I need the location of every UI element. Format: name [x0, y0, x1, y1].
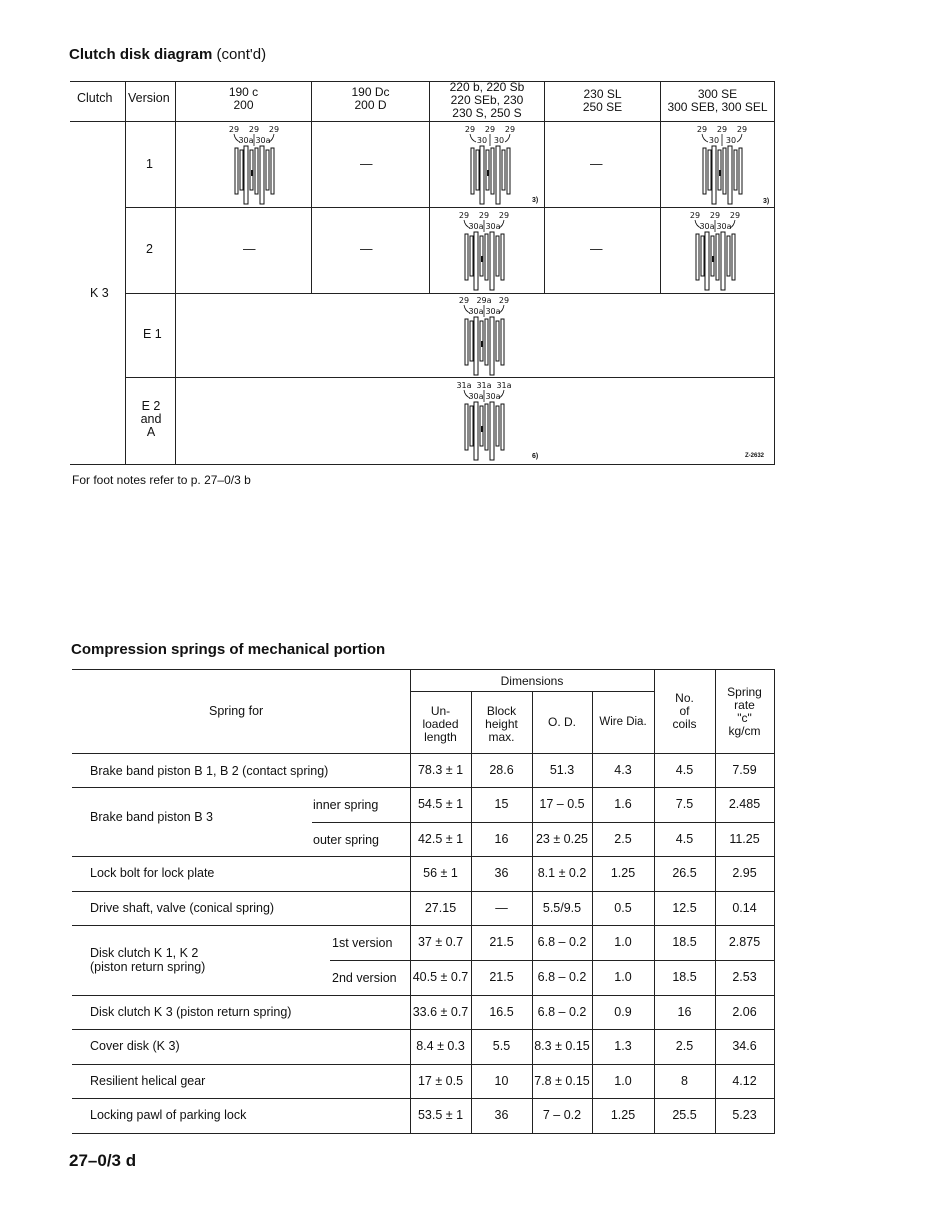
cell-od-1: 17 – 0.5	[539, 797, 585, 811]
header-version: Version	[128, 91, 170, 105]
cell-wire-7: 0.9	[614, 1005, 632, 1019]
plate-4	[485, 319, 488, 365]
plate-5	[728, 146, 732, 204]
cell-wire-8: 1.3	[614, 1039, 632, 1053]
label-top-2: 29	[504, 125, 516, 134]
header-col3: 220 b, 220 Sb 220 SEb, 230 230 S, 250 S	[449, 80, 525, 120]
row-label-b3: Brake band piston B 3	[90, 810, 213, 824]
label-mid-0: 30a	[468, 222, 484, 231]
label-top-1: 29	[716, 125, 728, 134]
label-top-1: 29a	[476, 296, 492, 305]
cell-coils-8: 2.5	[675, 1039, 694, 1053]
plate-2	[474, 317, 478, 375]
label-top-0: 29	[458, 211, 470, 220]
cell-block-7: 16.5	[489, 1005, 514, 1019]
plate-7	[501, 404, 504, 450]
cell-block-6: 21.5	[489, 970, 514, 984]
row-label-k3: Disk clutch K 3 (piston return spring)	[90, 1005, 292, 1019]
plate-7	[271, 148, 274, 194]
cell-rate-2: 11.25	[729, 832, 760, 846]
spring-mark	[712, 256, 714, 262]
spring-mark	[481, 426, 483, 432]
spring-mark	[481, 341, 483, 347]
plate-5	[490, 317, 494, 375]
plate-2	[474, 402, 478, 460]
leader-r	[505, 134, 510, 142]
leader-l	[470, 134, 476, 142]
version-2: 2	[146, 242, 153, 256]
plate-2	[474, 232, 478, 290]
row-sub-inner: inner spring	[313, 798, 379, 812]
cell-unloaded-4: 27.15	[424, 901, 457, 915]
cell-wire-1: 1.6	[614, 797, 632, 811]
cell-rate-9: 4.12	[732, 1074, 757, 1088]
cell-od-0: 51.3	[549, 763, 575, 777]
cell-wire-9: 1.0	[614, 1074, 632, 1088]
spring-mark	[487, 170, 489, 176]
spring-mark	[251, 170, 253, 176]
header-col2: 190 Dc 200 D	[351, 85, 390, 112]
cell-wire-6: 1.0	[614, 970, 632, 984]
label-mid-1: 30	[725, 136, 737, 145]
cell-coils-3: 26.5	[672, 866, 697, 880]
cell-block-10: 36	[494, 1108, 509, 1122]
label-mid-1: 30	[493, 136, 505, 145]
cell-rate-4: 0.14	[732, 901, 757, 915]
cell-block-3: 36	[494, 866, 509, 880]
plate-1	[470, 321, 473, 361]
plate-5	[490, 232, 494, 290]
cell-wire-4: 0.5	[614, 901, 632, 915]
header-clutch: Clutch	[77, 91, 113, 105]
cell-coils-6: 18.5	[672, 970, 697, 984]
cell-unloaded-9: 17 ± 0.5	[417, 1074, 464, 1088]
plate-0	[465, 319, 468, 365]
cell-unloaded-8: 8.4 ± 0.3	[416, 1039, 465, 1053]
label-mid-0: 30a	[238, 136, 254, 145]
cell-block-0: 28.6	[489, 763, 514, 777]
plate-6	[734, 150, 737, 190]
plate-6	[496, 321, 499, 361]
plate-1	[470, 406, 473, 446]
footnote: For foot notes refer to p. 27–0/3 b	[72, 473, 251, 487]
header-block: Block height max.	[485, 704, 518, 744]
header-wire: Wire Dia.	[599, 716, 647, 728]
cell-od-2: 23 ± 0.25	[535, 832, 589, 846]
label-top-0: 29	[458, 296, 470, 305]
version-e1: E 1	[143, 327, 162, 341]
cell-unloaded-3: 56 ± 1	[423, 866, 458, 880]
cell-block-5: 21.5	[489, 935, 514, 949]
plate-7	[507, 148, 510, 194]
label-top-0: 29	[464, 125, 476, 134]
label-top-2: 29	[498, 211, 510, 220]
plate-6	[502, 150, 505, 190]
cell-wire-2: 2.5	[614, 832, 632, 846]
row-label-b1b2: Brake band piston B 1, B 2 (contact spring)	[90, 764, 329, 778]
cell-od-5: 6.8 – 0.2	[537, 935, 587, 949]
cell-unloaded-7: 33.6 ± 0.7	[412, 1005, 469, 1019]
plate-7	[501, 319, 504, 365]
label-mid-1: 30a	[485, 392, 501, 401]
cell-coils-7: 16	[677, 1005, 692, 1019]
clutch-diagram-e1	[450, 295, 520, 377]
label-top-2: 31a	[496, 381, 512, 390]
cell-block-4: —	[495, 901, 508, 915]
clutch-diagram-r1-c3	[456, 124, 526, 206]
cell-rate-10: 5.23	[732, 1108, 757, 1122]
cell-wire-5: 1.0	[614, 935, 632, 949]
cell-od-3: 8.1 ± 0.2	[537, 866, 587, 880]
plate-1	[701, 236, 704, 276]
plate-1	[708, 150, 711, 190]
cell-rate-1: 2.485	[728, 797, 761, 811]
cell-rate-3: 2.95	[732, 866, 757, 880]
header-coils: No. of coils	[672, 691, 697, 731]
cell-coils-1: 7.5	[675, 797, 694, 811]
plate-7	[732, 234, 735, 280]
header-dimensions: Dimensions	[500, 674, 564, 688]
clutch-diagram-e2	[450, 380, 520, 462]
leader-l	[702, 134, 708, 142]
cell-coils-2: 4.5	[675, 832, 694, 846]
figure-id: Z-2632	[745, 453, 765, 459]
row-sub-1st: 1st version	[332, 936, 393, 950]
label-top-1: 29	[478, 211, 490, 220]
clutch-diagram-r2-c3	[450, 210, 520, 292]
plate-4	[491, 148, 494, 194]
label-top-2: 29	[736, 125, 748, 134]
cell-unloaded-5: 37 ± 0.7	[417, 935, 464, 949]
header-od: O. D.	[547, 715, 576, 729]
plate-7	[501, 234, 504, 280]
header-col4: 230 SL 250 SE	[582, 87, 623, 114]
row-label-pawl: Locking pawl of parking lock	[90, 1108, 247, 1122]
spring-mark	[719, 170, 721, 176]
cell-block-2: 16	[494, 832, 509, 846]
plate-5	[490, 402, 494, 460]
cell-coils-0: 4.5	[675, 763, 694, 777]
header-unloaded: Un- loaded length	[422, 704, 459, 744]
plate-2	[244, 146, 248, 204]
header-spring-for: Spring for	[209, 704, 264, 718]
plate-4	[485, 404, 488, 450]
row-sub-outer: outer spring	[313, 833, 380, 847]
plate-0	[703, 148, 706, 194]
dash-r1-c4: —	[590, 157, 603, 171]
row-label-k1k2: Disk clutch K 1, K 2 (piston return spring)	[90, 946, 206, 974]
plate-0	[465, 234, 468, 280]
version-e2: E 2 and A	[140, 399, 162, 439]
cell-unloaded-10: 53.5 ± 1	[417, 1108, 464, 1122]
cell-unloaded-6: 40.5 ± 0.7	[412, 970, 469, 984]
cell-od-6: 6.8 – 0.2	[537, 970, 587, 984]
cell-coils-10: 25.5	[672, 1108, 697, 1122]
plate-5	[260, 146, 264, 204]
label-top-0: 29	[689, 211, 701, 220]
clutch-diagram-r2-c5	[681, 210, 751, 292]
plate-4	[255, 148, 258, 194]
cell-od-10: 7 – 0.2	[542, 1108, 582, 1122]
row-label-lockbolt: Lock bolt for lock plate	[90, 866, 215, 880]
springs-section-title: Compression springs of mechanical portion	[71, 641, 386, 658]
cell-rate-5: 2.875	[728, 935, 761, 949]
cell-od-8: 8.3 ± 0.15	[534, 1039, 590, 1053]
plate-2	[705, 232, 709, 290]
cell-coils-9: 8	[681, 1074, 688, 1088]
plate-2	[480, 146, 484, 204]
plate-4	[723, 148, 726, 194]
cell-block-8: 5.5	[492, 1039, 511, 1053]
version-1: 1	[146, 157, 153, 171]
cell-block-1: 15	[494, 797, 509, 811]
label-top-1: 29	[248, 125, 260, 134]
spring-mark	[481, 256, 483, 262]
label-top-2: 29	[498, 296, 510, 305]
label-top-0: 29	[696, 125, 708, 134]
plate-1	[240, 150, 243, 190]
plate-6	[727, 236, 730, 276]
row-label-coverdisk: Cover disk (K 3)	[90, 1039, 180, 1053]
cell-unloaded-1: 54.5 ± 1	[417, 797, 464, 811]
cell-od-4: 5.5/9.5	[542, 901, 582, 915]
plate-0	[696, 234, 699, 280]
dash-r1-c2: —	[360, 157, 373, 171]
label-top-2: 29	[729, 211, 741, 220]
plate-4	[716, 234, 719, 280]
label-top-0: 31a	[456, 381, 472, 390]
label-mid-0: 30	[476, 136, 488, 145]
label-mid-1: 30a	[485, 307, 501, 316]
cell-rate-0: 7.59	[732, 763, 757, 777]
plate-1	[476, 150, 479, 190]
header-rate: Spring rate "c" kg/cm	[727, 685, 762, 738]
plate-4	[485, 234, 488, 280]
plate-5	[721, 232, 725, 290]
plate-0	[235, 148, 238, 194]
label-mid-0: 30	[708, 136, 720, 145]
row-sub-2nd: 2nd version	[332, 971, 397, 985]
clutch-diagram-r1-c5	[688, 124, 758, 206]
label-top-0: 29	[228, 125, 240, 134]
dash-r2-c1: —	[243, 242, 256, 256]
cell-coils-5: 18.5	[672, 935, 697, 949]
label-mid-0: 30a	[468, 307, 484, 316]
cell-od-7: 6.8 – 0.2	[537, 1005, 587, 1019]
cell-wire-0: 4.3	[614, 763, 632, 777]
plate-6	[496, 406, 499, 446]
label-mid-1: 30a	[485, 222, 501, 231]
plate-0	[471, 148, 474, 194]
note-6: 6)	[532, 453, 539, 460]
note-3-a: 3)	[532, 197, 539, 204]
clutch-section-title	[69, 46, 266, 63]
plate-5	[496, 146, 500, 204]
label-top-1: 31a	[476, 381, 492, 390]
plate-2	[712, 146, 716, 204]
row-label-driveshaft: Drive shaft, valve (conical spring)	[90, 901, 275, 915]
plate-7	[739, 148, 742, 194]
label-mid-1: 30a	[716, 222, 732, 231]
label-mid-0: 30a	[468, 392, 484, 401]
cell-unloaded-2: 42.5 ± 1	[417, 832, 464, 846]
label-top-1: 29	[709, 211, 721, 220]
label-top-1: 29	[484, 125, 496, 134]
plate-0	[465, 404, 468, 450]
cell-rate-6: 2.53	[732, 970, 757, 984]
leader-r	[737, 134, 742, 142]
dash-r2-c2: —	[360, 242, 373, 256]
header-col1: 190 c 200	[228, 85, 259, 112]
label-mid-0: 30a	[699, 222, 715, 231]
cell-unloaded-0: 78.3 ± 1	[417, 763, 464, 777]
clutch-diagram-r1-c1	[220, 124, 290, 206]
title-suffix: (cont'd)	[216, 46, 267, 63]
row-label-helical: Resilient helical gear	[90, 1074, 206, 1088]
title-text: Clutch disk diagram	[69, 46, 213, 63]
page-number: 27–0/3 d	[69, 1151, 137, 1170]
label-mid-1: 30a	[255, 136, 271, 145]
plate-1	[470, 236, 473, 276]
cell-od-9: 7.8 ± 0.15	[534, 1074, 590, 1088]
cell-wire-10: 1.25	[610, 1108, 636, 1122]
cell-rate-7: 2.06	[732, 1005, 757, 1019]
cell-rate-8: 34.6	[732, 1039, 757, 1053]
note-3-b: 3)	[763, 198, 770, 205]
dash-r2-c4: —	[590, 242, 603, 256]
plate-6	[266, 150, 269, 190]
cell-wire-3: 1.25	[610, 866, 636, 880]
cell-coils-4: 12.5	[672, 901, 697, 915]
cell-block-9: 10	[494, 1074, 509, 1088]
header-col5: 300 SE 300 SEB, 300 SEL	[667, 87, 768, 114]
clutch-name: K 3	[90, 286, 109, 300]
label-top-2: 29	[268, 125, 280, 134]
plate-6	[496, 236, 499, 276]
